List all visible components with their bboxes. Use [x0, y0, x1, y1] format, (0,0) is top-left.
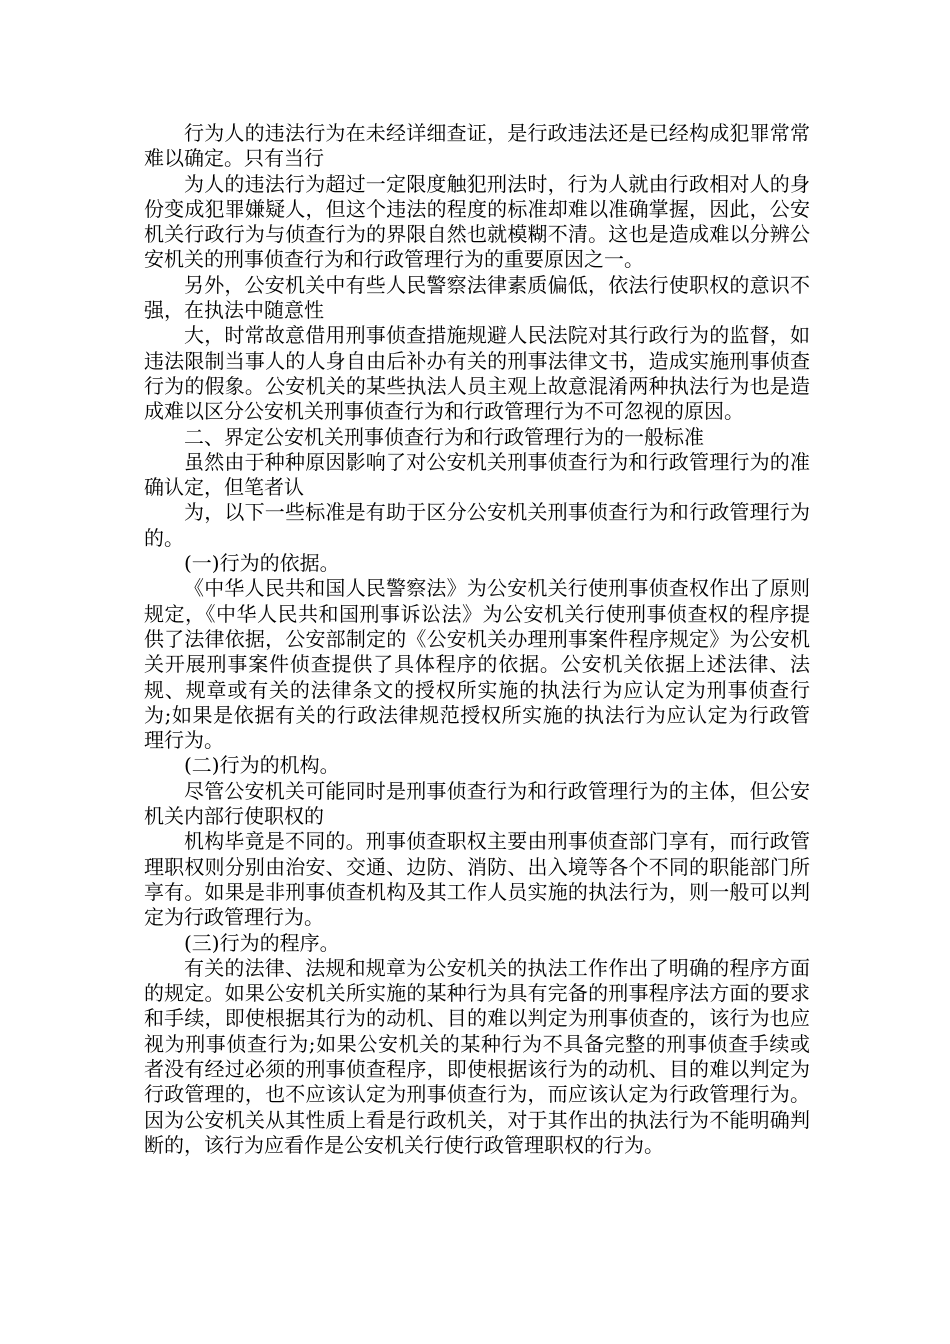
paragraph: 《中华人民共和国人民警察法》为公安机关行使刑事侦查权作出了原则规定，《中华人民共和国刑事诉讼法》为公安机关行使刑事侦查权的程序提供了法律依据，公安部制定的《公安机关办理刑事案件程序规定》为公安机关开展刑事案件侦查提供了具体程序的依据。公安机关依据上述法律、法规、规章或有关的法律条文的授权所实施的执法行为应认定为刑事侦查行为;如果是依据有关的行政法律规范授权所实施的执法行为应认定为行政管理行为。: [144, 576, 810, 753]
paragraph: 行为人的违法行为在未经详细查证，是行政违法还是已经构成犯罪常常难以确定。只有当行: [144, 121, 810, 171]
document-body: [144, 121, 810, 1158]
paragraph: 另外，公安机关中有些人民警察法律素质偏低，依法行使职权的意识不强，在执法中随意性: [144, 272, 810, 323]
paragraph: 大，时常故意借用刑事侦查措施规避人民法院对其行政行为的监督，如违法限制当事人的人身自由后补办有关的刑事法律文书，造成实施刑事侦查行为的假象。公安机关的某些执法人员主观上故意混淆两种执法行为也是造成难以区分公安机关刑事侦查行为和行政管理行为不可忽视的原因。: [144, 323, 810, 424]
paragraph: 为人的违法行为超过一定限度触犯刑法时，行为人就由行政相对人的身份变成犯罪嫌疑人，但这个违法的程度的标准却难以准确掌握，因此，公安机关行政行为与侦查行为的界限自然也就模糊不清。这也是造成难以分辨公安机关的刑事侦查行为和行政管理行为的重要原因之一。: [144, 171, 810, 272]
paragraph: 尽管公安机关可能同时是刑事侦查行为和行政管理行为的主体，但公安机关内部行使职权的: [144, 778, 810, 829]
subsection-heading: (二)行为的机构。: [184, 753, 340, 778]
subsection-heading: (一)行为的依据。: [184, 551, 340, 576]
paragraph: 机构毕竟是不同的。刑事侦查职权主要由刑事侦查部门享有，而行政管理职权则分别由治安、交通、边防、消防、出入境等各个不同的职能部门所享有。如果是非刑事侦查机构及其工作人员实施的执法行为，则一般可以判定为行政管理行为。: [144, 829, 810, 930]
paragraph: 虽然由于种种原因影响了对公安机关刑事侦查行为和行政管理行为的准确认定，但笔者认: [144, 449, 810, 500]
paragraph: 为，以下一些标准是有助于区分公安机关刑事侦查行为和行政管理行为的。: [144, 500, 810, 550]
section-heading: 二、界定公安机关刑事侦查行为和行政管理行为的一般标准: [184, 424, 704, 449]
paragraph: 有关的法律、法规和规章为公安机关的执法工作作出了明确的程序方面的规定。如果公安机关所实施的某种行为具有完备的刑事程序法方面的要求和手续，即使根据其行为的动机、目的难以判定为刑事侦查的，该行为也应视为刑事侦查行为;如果公安机关的某种行为不具备完整的刑事侦查手续或者没有经过必须的刑事侦查程序，即使根据该行为的动机、目的难以判定为行政管理的，也不应该认定为刑事侦查行为，而应该认定为行政管理行为。因为公安机关从其性质上看是行政机关，对于其作出的执法行为不能明确判断的，该行为应看作是公安机关行使行政管理职权的行为。: [144, 955, 810, 1157]
subsection-heading: (三)行为的程序。: [184, 930, 340, 955]
